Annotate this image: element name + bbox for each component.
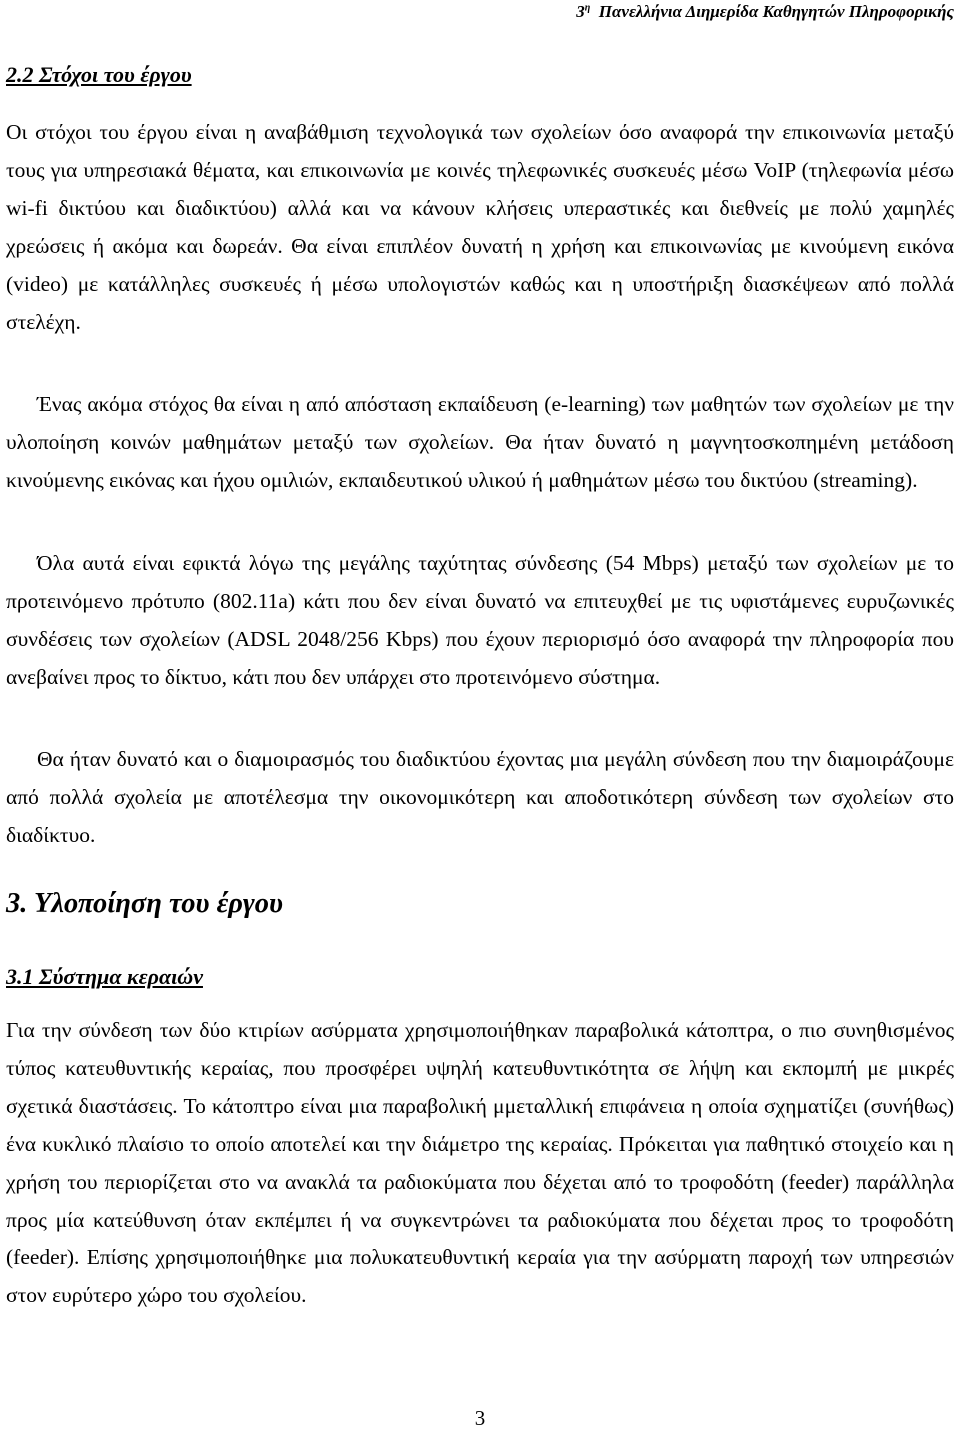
section-heading-3-1: 3.1 Σύστημα κεραιών <box>6 964 203 989</box>
paragraph-3-1-1: Για την σύνδεση των δύο κτιρίων ασύρματα χρησιμοποιήθηκαν παραβολικά κάτοπτρα, ο πιο συνηθισμένος τύπος κατευθυντικής κεραίας, που προσφέρει υψηλή κατευθυντικότητα σε λήψη και εκπομπή με μικρές σχετικά διαστάσεις. Το κάτοπτρο είναι μια παραβολική μμεταλλική επιφάνεια η οποία σχηματίζει (συνήθως) ένα κυκλικό πλαίσιο το οποίο αποτελεί και την διάμετρο της κεραίας. Πρόκειται για παθητικό στοιχείο και η χρήση του περιορίζεται στο να ανακλά τα ραδιοκύματα που δέχεται από το τροφοδότη (feeder) παράλληλα προς μία κατεύθυνση όταν εκπέμπει ή να συγκεντρώνει τα ραδιοκύματα που δέχεται προς το τροφοδότη (feeder). Επίσης χρησιμοποιήθηκε μια πολυκατευθυντική κεραία για την ασύρματη παροχή των υπηρεσιών στον ευρύτερο χώρο του σχολείου. <box>6 1018 954 1308</box>
paragraph-2-2-2: Ένας ακόμα στόχος θα είναι η από απόσταση εκπαίδευση (e-learning) των μαθητών των σχολείων με την υλοποίηση κοινών μαθημάτων μεταξύ των σχολείων. Θα ήταν δυνατό η μαγνητοσκοπημένη μετάδοση κινούμενης εικόνας και ήχου ομιλιών, εκπαιδευτικού υλικού ή μαθημάτων μέσω του δικτύου (streaming). <box>6 392 954 492</box>
header-number: 3 <box>576 2 585 21</box>
section-3-1-heading-block <box>6 964 954 990</box>
running-header <box>576 2 954 22</box>
section-heading-3: 3. Υλοποίηση του έργου <box>6 888 283 919</box>
section-2-2-paragraph-1-block <box>6 114 954 341</box>
section-2-2-paragraph-2-block <box>6 386 954 500</box>
section-2-2-heading-block <box>6 62 954 88</box>
section-heading-2-2: 2.2 Στόχοι του έργου <box>6 62 192 87</box>
header-title: Πανελλήνια Διημερίδα Καθηγητών Πληροφορικής <box>598 2 954 21</box>
header-superscript: η <box>584 2 591 14</box>
section-3-heading-block <box>6 888 954 920</box>
section-2-2-paragraph-4-block <box>6 741 954 855</box>
paragraph-2-2-3: Όλα αυτά είναι εφικτά λόγω της μεγάλης ταχύτητας σύνδεσης (54 Mbps) μεταξύ των σχολείων με το προτεινόμενο πρότυπο (802.11a) κάτι που δεν είναι δυνατό να επιτευχθεί με τις υφιστάμενες ευρυζωνικές συνδέσεις των σχολείων (ADSL 2048/256 Kbps) που έχουν περιορισμό όσο αναφορά την πληροφορία που ανεβαίνει προς το δίκτυο, κάτι που δεν υπάρχει στο προτεινόμενο σύστημα. <box>6 551 954 689</box>
paragraph-2-2-1: Οι στόχοι του έργου είναι η αναβάθμιση τεχνολογικά των σχολείων όσο αναφορά την επικοινωνία μεταξύ τους για υπηρεσιακά θέματα, και επικοινωνία με κοινές τηλεφωνικές συσκευές μέσω VoIP (τηλεφωνία μέσω wi-fi δικτύου και διαδικτύου) αλλά και να κάνουν κλήσεις υπεραστικές και διεθνείς με πολύ χαμηλές χρεώσεις ή ακόμα και δωρεάν. Θα είναι επιπλέον δυνατή η χρήση και επικοινωνίας με κινούμενη εικόνα (video) με κατάλληλες συσκευές ή μέσω υπολογιστών καθώς και η υποστήριξη διασκέψεων από πολλά στελέχη. <box>6 120 954 334</box>
section-2-2-paragraph-3-block <box>6 545 954 697</box>
page-number: 3 <box>474 1406 486 1430</box>
paragraph-2-2-4: Θα ήταν δυνατό και ο διαμοιρασμός του διαδικτύου έχοντας μια μεγάλη σύνδεση που την διαμοιράζουμε από πολλά σχολεία με αποτέλεσμα την οικονομικότερη και αποδοτικότερη σύνδεση των σχολείων στο διαδίκτυο. <box>6 747 954 847</box>
section-3-1-paragraph-block <box>6 1012 954 1315</box>
